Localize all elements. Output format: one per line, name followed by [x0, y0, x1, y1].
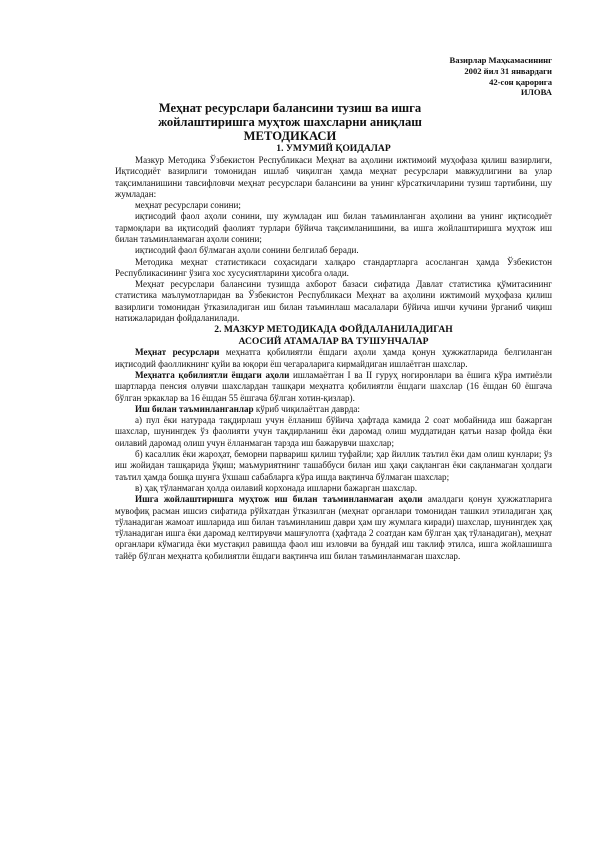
definition-text: меҳнатга қобилиятли ёшдаги аҳоли ҳамда қонун ҳужжатларида белгиланган иқтисодий фаолликнинг қуйи ва юқори ёш чегараларига кирмайдиган ишлаётган шахслар. [115, 347, 552, 369]
list-paragraph: а) пул ёки натурада тақдирлаш учун ёлланиш бўйича ҳафтада камида 2 соат мобайнида иш бажарган шахслар, шунингдек ўз фаолияти учун тақдирланиш ёки даромад олиш муддатидан қатъи назар фойда ёки оилавий даромад олиш учун ёлланмаган тарзда иш бажарувчи шахслар; [115, 415, 552, 448]
definition-paragraph [115, 404, 552, 415]
approval-stamp [450, 55, 552, 98]
list-paragraph: б) касаллик ёки жароҳат, беморни парвариш қилиш туфайли; ҳар йиллик таътил ёки дам олиш кунлари; ўз иш жойидан ташқарида ўқиш; маъмуриятнинг ташаббуси билан иш ҳақи сақланган ёки сақланмаган ҳолдаги таътил ҳамда бошқа шунга ўхшаш сабабларга кўра ишда вақтинча бўлмаган шахслар; [115, 449, 552, 482]
definition-paragraph [115, 370, 552, 404]
approval-line-1: Вазирлар Маҳкамасининг [449, 55, 552, 65]
document-body [115, 101, 552, 562]
section-2-heading-line-1: 2. МАЗКУР МЕТОДИКАДА ФОЙДАЛАНИЛАДИГАН [214, 324, 453, 336]
approval-line-4: ИЛОВА [520, 87, 552, 98]
definition-text: амалдаги қонун ҳужжатларига мувофиқ расман ишсиз сифатида рўйхатдан ўтказилган (меҳнат органлари томонидан ташкил этиладиган ҳақ тўланадиган жамоат ишларида иш билан таъминланиш даври ҳам шу жумлага киради) шахслар, шунингдек ҳақ тўланадиган ишга ёки даромад келтирувчи машғулотга (ҳафтада 2 соатдан кам бўлган ҳақ тўланадиган), меҳнат органлари кўмагида ёки мустақил равишда фаол иш изловчи ва бундай иш таклиф этилса, ишга жойлашишга тайёр бўлган меҳнатга қобилиятли ёшдаги вақтинча иш билан таъминланмаган шахслар. [115, 494, 552, 561]
definition-text: кўриб чиқилаётган даврда: [253, 403, 360, 414]
definition-term: Ишга жойлаштиришга муҳтож иш билан таъминланмаган аҳоли [135, 494, 423, 505]
definition-term: Иш билан таъминланганлар [135, 403, 254, 414]
list-paragraph: в) ҳақ тўланмаган ҳолда оилавий корхонада ишларни бажарган шахслар. [135, 482, 418, 493]
section-1-heading: 1. УМУМИЙ ҚОИДАЛАР [276, 143, 391, 155]
section-1-paragraph: меҳнат ресурслари сонини; [135, 200, 241, 211]
section-1-paragraph: Мазкур Методика Ўзбекистон Республикаси Меҳнат ва аҳолини ижтимоий муҳофаза қилиш вазирлиги, Иқтисодиёт вазирлиги томонидан ишлаб чиқилган ҳамда меҳнат ресурслари мавжудлигини ва улар тақсимланишини тавсифловчи меҳнат ресурслари балансини ва унинг кўрсаткичларини тузиш тартибини, шу жумладан: [115, 154, 552, 199]
document-title-line-1: Меҳнат ресурслари балансини тузиш ва ишга [158, 101, 422, 115]
definition-term: Меҳнатга қобилиятли ёшдаги аҳоли [135, 369, 290, 380]
approval-line-3: 42-сон қарорига [489, 76, 552, 87]
section-1-paragraph: Методика меҳнат статистикаси соҳасидаги халқаро стандартларга асосланган ҳамда Ўзбекистон Республикасининг ўзига хос хусусиятларини ҳисобга олади. [115, 256, 552, 278]
section-1-paragraph: иқтисодий фаол аҳоли сонини, шу жумладан иш билан таъминланган аҳолини ва унинг иқтисодиёт тармоқлари ва иқтисодий фаолият турлари бўйича тақсимланишини, ва ишга жойлаштиришга муҳтож иш билан таъминланмаган аҳоли сонини; [115, 211, 552, 244]
definition-text: ишламаётган I ва II гуруҳ ногиронлари ва ёшига кўра имтиёзли шартларда пенсия олувчи шахслардан ташқари меҳнатга қобилиятли ёшдаги шахслар (16 ёшдан 60 ёшгача бўлган эркаклар ва 16 ёшдан 55 ёшгача бўлган хотин-қизлар). [115, 369, 552, 403]
section-2-heading-line-2: АСОСИЙ АТАМАЛАР ВА ТУШУНЧАЛАР [238, 335, 429, 347]
document-title-line-3: МЕТОДИКАСИ [243, 128, 337, 143]
definition-paragraph [115, 347, 552, 370]
definition-term: Меҳнат ресурслари [135, 347, 220, 358]
section-1-paragraph: Меҳнат ресурслари балансини тузишда ахборот базаси сифатида Давлат статистика қўмитасининг статистика маълумотларидан ва Ўзбекистон Республикаси Меҳнат ва аҳолини ижтимоий муҳофаза қилиш вазирлиги томонидан ўтказиладиган иш билан таъминлаш масалалари бўйича ишчи кучини ўрганиб чиқиш натижаларидан фойдаланилади. [115, 279, 552, 324]
section-1-paragraph: иқтисодий фаол бўлмаган аҳоли сонини белгилаб беради. [135, 245, 359, 256]
document-title-line-2: жойлаштиришга муҳтож шахсларни аниқлаш [158, 115, 422, 130]
approval-line-2: 2002 йил 31 январдаги [464, 65, 552, 76]
definition-paragraph [115, 494, 552, 562]
